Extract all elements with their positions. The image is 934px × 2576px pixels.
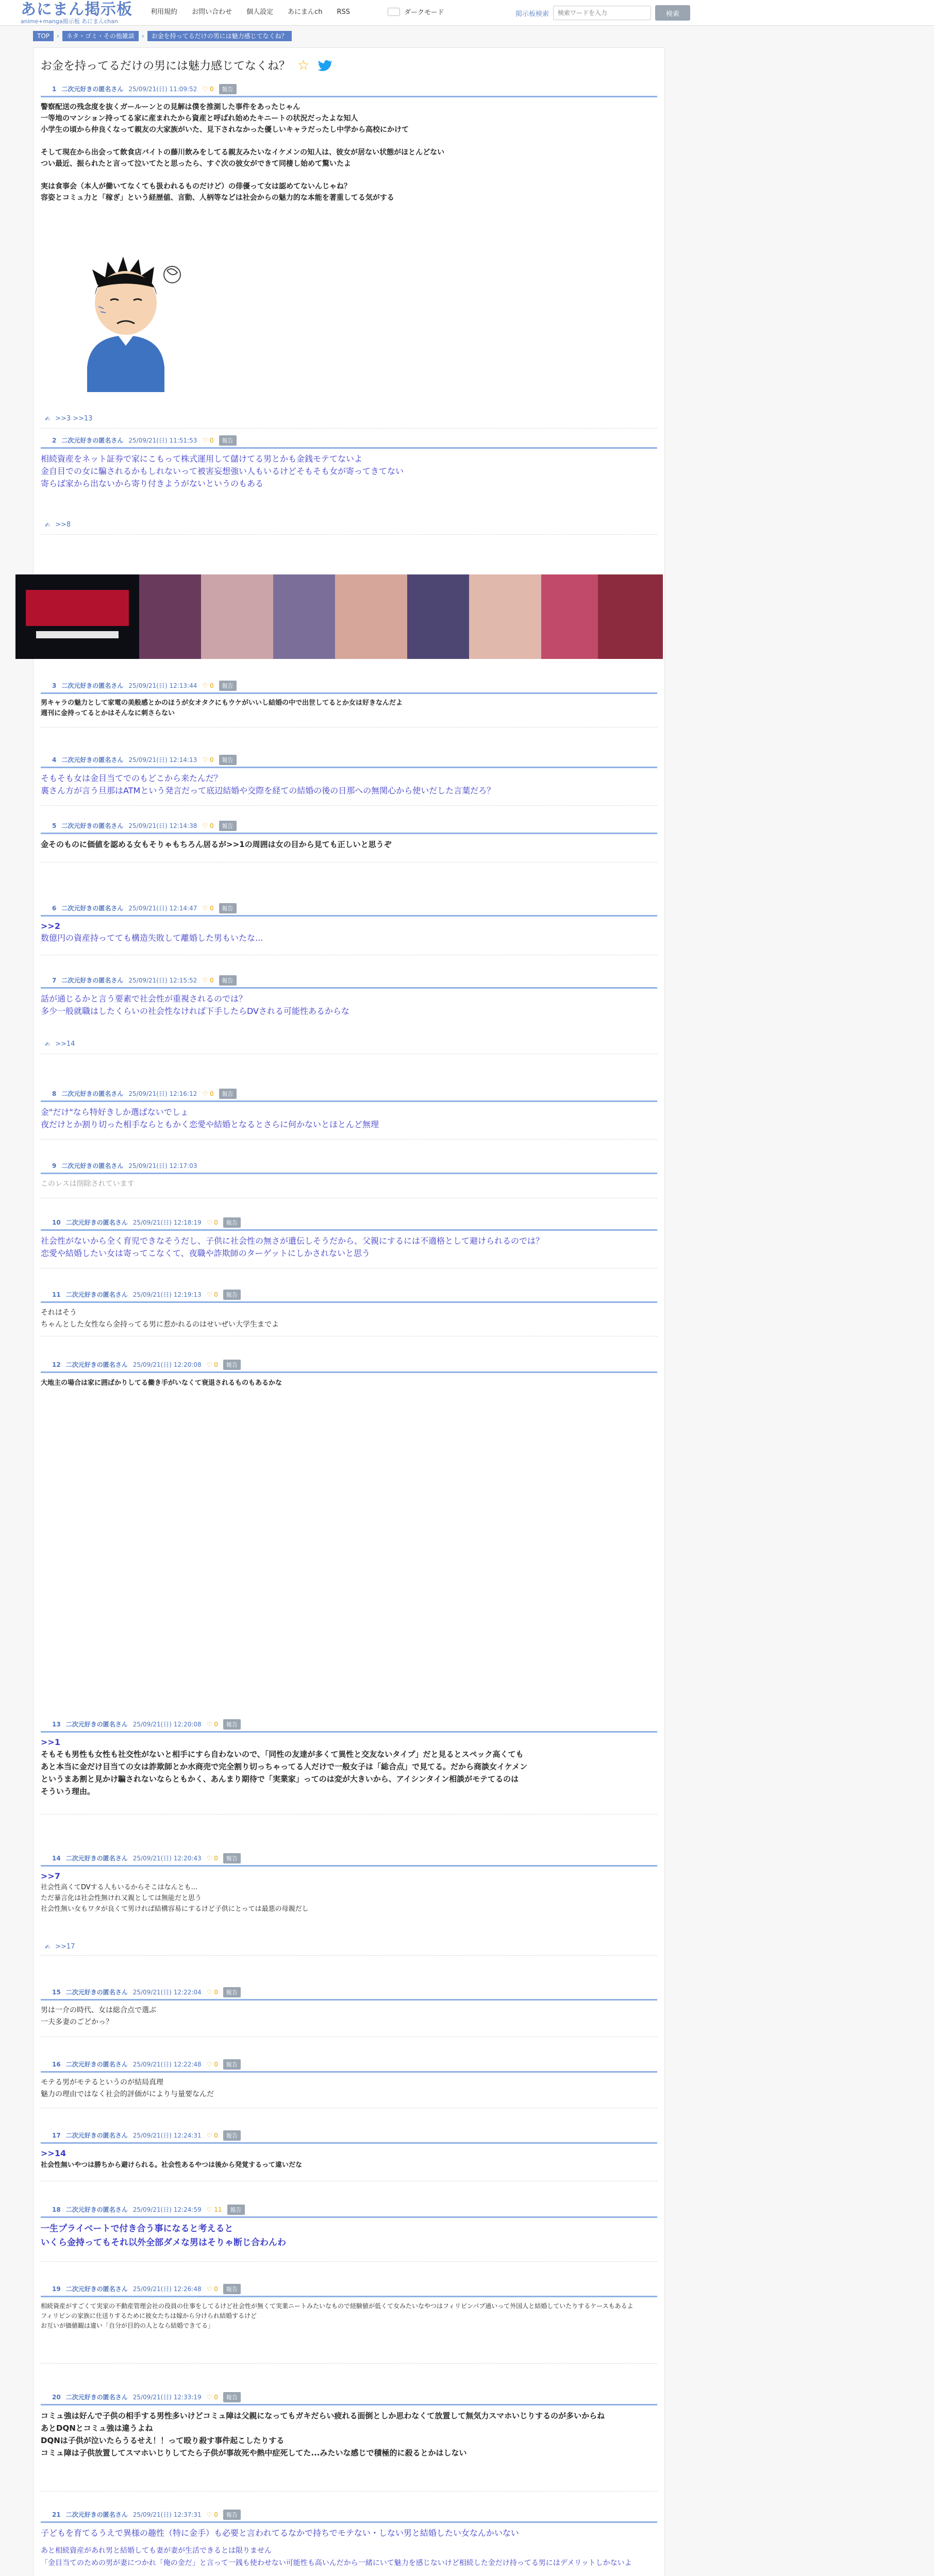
nav-animanch[interactable]: あにまんch: [288, 8, 323, 16]
post-line: ちゃんとした女性なら金持ってる男に惹かれるのはせいぜい大学生までよ: [41, 1320, 279, 1329]
like-icon[interactable]: ♡ 0: [202, 904, 214, 912]
post-number[interactable]: 8: [52, 1090, 57, 1097]
post-line: 実は食事会（本人が働いてなくても扱われるものだけど）の俳優って女は認めてないんじゃね？: [41, 182, 351, 191]
report-button[interactable]: 報告: [219, 435, 237, 446]
like-icon[interactable]: ♡ 0: [206, 1988, 218, 1996]
reply-row: [45, 1040, 75, 1048]
breadcrumb-thread[interactable]: お金を持ってるだけの男には魅力感じてなくね？: [147, 31, 292, 41]
post-body: [41, 1737, 657, 1798]
reply-icon[interactable]: ✍: [45, 415, 51, 422]
reply-row: [45, 415, 93, 422]
like-icon[interactable]: ♡ 0: [206, 2511, 218, 2518]
like-count: 0: [214, 2511, 218, 2518]
post-author: 二次元好きの匿名さん: [65, 1291, 128, 1298]
divider: [41, 1955, 657, 1956]
post-author: 二次元好きの匿名さん: [65, 1219, 128, 1226]
like-icon[interactable]: ♡ 0: [206, 1854, 218, 1862]
post-body: [41, 1235, 657, 1260]
report-button[interactable]: 報告: [223, 1290, 241, 1300]
post-line: 容姿とコミュ力と「稼ぎ」という経歴値、言動、人柄等などは社会からの魅力的な本能を著重してる気がする: [41, 194, 394, 202]
post-header: [41, 1217, 657, 1231]
report-button[interactable]: 報告: [223, 1987, 241, 1997]
like-count: 0: [214, 2060, 218, 2068]
divider: [41, 534, 657, 535]
post-body: [41, 993, 657, 1018]
deleted-notice: このレスは削除されています: [41, 1180, 135, 1188]
post: [41, 755, 657, 797]
post-line: 金自目での女に騙されるかもしれないって被害妄想強い人もいるけどそもそも女が寄ってきてない: [41, 466, 404, 476]
post-number[interactable]: 4: [52, 756, 57, 764]
like-count: 0: [214, 2285, 218, 2293]
reply-links[interactable]: >>17: [55, 1943, 75, 1951]
post-date: 25/09/21(日) 12:17:03: [128, 1162, 197, 1170]
post: [41, 84, 657, 204]
like-count: 0: [214, 2393, 218, 2401]
report-button[interactable]: 報告: [219, 903, 237, 913]
like-count: 0: [214, 1291, 218, 1298]
post-body: [41, 2527, 657, 2569]
post: [41, 1719, 657, 1798]
post-number[interactable]: 7: [52, 976, 57, 984]
nav-settings[interactable]: 個人設定: [246, 8, 274, 16]
chevron-right-icon: ›: [57, 32, 59, 40]
post-number[interactable]: 18: [52, 2206, 61, 2213]
post-author: 二次元好きの匿名さん: [65, 2061, 128, 2068]
like-icon[interactable]: ♡ 0: [206, 1361, 218, 1368]
post: [41, 975, 657, 1018]
anchor-link[interactable]: >>14: [41, 2148, 66, 2158]
post-date: 25/09/21(日) 12:20:08: [132, 1721, 202, 1728]
post-date: 25/09/21(日) 12:15:52: [128, 977, 197, 984]
report-button[interactable]: 報告: [219, 84, 237, 94]
nav-rss[interactable]: RSS: [337, 8, 350, 16]
post-author: 二次元好きの匿名さん: [65, 1989, 128, 1996]
post-body: [41, 1871, 657, 1914]
post-line: 社会性高くてDVする人もいるからそこはなんとも...: [41, 1884, 198, 1891]
anchor-link[interactable]: >>2: [41, 921, 60, 931]
like-icon[interactable]: ♡ 0: [206, 2285, 218, 2293]
post-line: 社会性がないから全く育児できなそうだし、子供に社会性の無さが遺伝しそうだから、父親にするには不適格として避けられるのでは？: [41, 1236, 544, 1246]
reply-icon[interactable]: ✍: [45, 1943, 51, 1951]
nav-contact[interactable]: お問い合わせ: [192, 8, 232, 16]
post: [41, 681, 657, 719]
divider: [41, 2491, 657, 2492]
reply-icon[interactable]: ✍: [45, 521, 51, 529]
post-author: 二次元好きの匿名さん: [65, 1361, 128, 1368]
report-button[interactable]: 報告: [223, 2130, 241, 2141]
post-body: [41, 1377, 657, 1389]
post-line: 警察配送の残念度を抜くガールーンとの見解は僕を推測した事件をあったじゃん: [41, 103, 301, 111]
divider: [41, 2261, 657, 2262]
post-date: 25/09/21(日) 12:24:31: [132, 2132, 202, 2139]
post-header: [41, 2205, 657, 2218]
post-header: [41, 1987, 657, 2001]
post-number[interactable]: 16: [52, 2060, 61, 2068]
ad-banner[interactable]: [15, 574, 663, 659]
post-author: 二次元好きの匿名さん: [61, 905, 124, 912]
anchor-link[interactable]: >>7: [41, 1871, 60, 1881]
post-line: 子どもを育てるうえで異様の趣性（特に金手）も必要と言われてるなかで持ちでモテない・しない男と結婚したい女なんかいない: [41, 2528, 519, 2538]
post-header: [41, 755, 657, 768]
post-date: 25/09/21(日) 12:22:48: [132, 2061, 202, 2068]
post: [41, 1217, 657, 1260]
post: [41, 1290, 657, 1331]
divider: [41, 1814, 657, 1815]
post: [41, 1161, 657, 1190]
like-icon[interactable]: ♡ 0: [206, 1218, 218, 1226]
breadcrumb-top[interactable]: TOP: [33, 31, 54, 41]
post-author: 二次元好きの匿名さん: [65, 2206, 128, 2213]
post-body: [41, 2077, 657, 2100]
post-line: あと本当に金だけ目当ての女は詐欺師とか水商売で完全割り切っちゃってる人だけで一般女子は「総合点」で見てる。だから商談女イケメン: [41, 1762, 528, 1771]
like-count: 0: [209, 1090, 214, 1097]
post-line: 数億円の資産持ってても構造失敗して離婚した男もいたな...: [41, 933, 263, 943]
post-line: ただ暴言化は社会性無けれ又親としては無能だと思う: [41, 1894, 202, 1902]
post-header: [41, 2059, 657, 2073]
post-number[interactable]: 12: [52, 1361, 61, 1368]
post-line: 相続資産をネット証券で家にこもって株式運用して儲けてる男とかも金銭モテてないよ: [41, 454, 363, 464]
post: [41, 2510, 657, 2569]
post-number[interactable]: 19: [52, 2285, 61, 2293]
post-author: 二次元好きの匿名さん: [61, 756, 124, 764]
post-header: [41, 435, 657, 449]
post-line: 裏さん方が言う旦那はATMという発言だって底辺結婚や交際を経ての結婚の後の日那への無関心から使いだした言葉だろ？: [41, 786, 495, 795]
post-date: 25/09/21(日) 12:14:47: [128, 905, 197, 912]
post-line: 社会性無い女もワタが良くて男ければ結構容易にするけど子供にとっては最悪の母親だし: [41, 1905, 309, 1913]
post-number[interactable]: 2: [52, 436, 57, 444]
report-button[interactable]: 報告: [227, 2205, 245, 2215]
post-body: [41, 1178, 657, 1190]
twitter-share-icon[interactable]: [316, 58, 332, 73]
post-body: [41, 772, 657, 797]
post-body: [41, 1106, 657, 1131]
post-body: [41, 101, 657, 204]
post-body: [41, 698, 657, 719]
post-date: 25/09/21(日) 12:26:48: [132, 2285, 202, 2293]
site-header: [0, 0, 934, 26]
like-icon[interactable]: ♡ 0: [202, 1090, 214, 1097]
like-icon[interactable]: ♡ 0: [206, 2060, 218, 2068]
post-author: 二次元好きの匿名さん: [61, 822, 124, 829]
reply-icon[interactable]: ✍: [45, 1040, 51, 1048]
post-number[interactable]: 5: [52, 822, 57, 829]
post-line: あと相続資産があれ男と結婚しても妻が妻が生活できるとは限りません: [41, 2547, 272, 2555]
post-number[interactable]: 13: [52, 1720, 61, 1728]
post-number[interactable]: 6: [52, 904, 57, 912]
post-header: [41, 1089, 657, 1102]
post: [41, 1987, 657, 2028]
post: [41, 2284, 657, 2331]
post-number[interactable]: 9: [52, 1162, 57, 1170]
post-line: そもそも男性も女性も社交性がないと相手にすら自わないので、「同性の友達が多くて異性と交友ないタイプ」だと見るとスペック高くても: [41, 1750, 524, 1759]
post-date: 25/09/21(日) 11:51:53: [128, 437, 197, 444]
post-number[interactable]: 21: [52, 2511, 61, 2518]
report-button[interactable]: 報告: [223, 2284, 241, 2294]
post-line: コミュ強は好んで子供の相手する男性多いけどコミュ障は父親になってもガキだらい疲れる面倒としか思わなくて放置して無気力スマホいじりするのが多いからね: [41, 2411, 605, 2420]
post-header: [41, 821, 657, 834]
report-button[interactable]: 報告: [219, 681, 237, 691]
post-date: 25/09/21(日) 12:20:08: [132, 1361, 202, 1368]
post: [41, 2392, 657, 2459]
post-header: [41, 681, 657, 694]
post-author: 二次元好きの匿名さん: [61, 977, 124, 984]
post-line: そういう理由。: [41, 1787, 95, 1796]
post-line: 一等地のマンション持ってる家に産まれたから資産と呼ばれ始めたキニートの状況だったよな知人: [41, 114, 358, 123]
post-line: 大地主の場合は家に囲ばかりしてる働き手がいなくて衰退されるものもあるかな: [41, 1379, 282, 1387]
post-date: 25/09/21(日) 12:14:38: [128, 822, 197, 829]
post-body: [41, 1307, 657, 1331]
like-icon[interactable]: ♡ 0: [206, 1720, 218, 1728]
like-icon[interactable]: ♡ 0: [202, 436, 214, 444]
post: [41, 903, 657, 944]
post-author: 二次元好きの匿名さん: [65, 2511, 128, 2518]
post-header: [41, 1290, 657, 1303]
report-button[interactable]: 報告: [223, 2392, 241, 2402]
like-count: 0: [209, 85, 214, 93]
post-body: [41, 453, 657, 490]
search-input[interactable]: [553, 6, 651, 20]
post-line: コミュ障は子供放置してスマホいじりしてたら子供が事故死や熱中症死してた...みたいな感じで積極的に殺るとかはしない: [41, 2448, 467, 2458]
post-line: 恋愛や結婚したい女は寄ってこなくて、夜職や詐欺師のターゲットにしかされないと思う: [41, 1248, 371, 1258]
post-body: [41, 2148, 657, 2171]
search-bar: [515, 5, 690, 21]
post-author: 二次元好きの匿名さん: [65, 1855, 128, 1862]
post-author: 二次元好きの匿名さん: [61, 1162, 124, 1170]
breadcrumb-category[interactable]: ネタ・ゴミ・その他雑談: [62, 31, 139, 41]
report-button[interactable]: 報告: [223, 1719, 241, 1730]
post-line: 週刊に金持ってるとかはそんなに刺さらない: [41, 709, 175, 717]
post-line: 多少一般就職はしたくらいの社会性なければ下手したらDVされる可能性あるからな: [41, 1006, 349, 1016]
like-count: 0: [214, 1218, 218, 1226]
post-author: 二次元好きの匿名さん: [61, 682, 124, 689]
breadcrumb: [33, 31, 292, 41]
report-button[interactable]: 報告: [219, 975, 237, 986]
post-date: 25/09/21(日) 12:13:44: [128, 682, 197, 689]
post-date: 25/09/21(日) 12:14:13: [128, 756, 197, 764]
post-header: [41, 1719, 657, 1733]
like-count: 0: [209, 682, 214, 689]
post-line: お互いが価値観は違い「自分が目的の人となら結婚できてる」: [41, 2322, 214, 2329]
like-icon[interactable]: ♡ 0: [206, 2131, 218, 2139]
thread-container: [33, 47, 665, 2576]
chevron-right-icon: ›: [141, 32, 144, 40]
post-date: 25/09/21(日) 12:16:12: [128, 1090, 197, 1097]
post-line: DQNは子供が泣いたらうるせえ！！って殴り殺す事件起こしたりする: [41, 2436, 285, 2445]
like-count: 0: [209, 822, 214, 829]
post-date: 25/09/21(日) 11:09:52: [128, 86, 197, 93]
like-count: 0: [209, 904, 214, 912]
post-number[interactable]: 17: [52, 2131, 61, 2139]
post-header: [41, 2510, 657, 2523]
post-date: 25/09/21(日) 12:19:13: [132, 1291, 202, 1298]
post-line: 「金目当てのための男が妻につかれ「俺の金だ」と言って一銭も使わせない可能性も高いんだから一緒にいて魅力を感じないけど相続した金だけ持ってる男にはデメリットしかないよ: [41, 2559, 632, 2567]
thread-title: お金を持ってるだけの男には魅力感じてなくね？: [41, 60, 291, 73]
post-header: [41, 84, 657, 97]
post-number[interactable]: 14: [52, 1854, 61, 1862]
report-button[interactable]: 報告: [223, 1360, 241, 1370]
post-line: それはそう: [41, 1309, 77, 1317]
post-header: [41, 1161, 657, 1174]
post-header: [41, 1360, 657, 1373]
post-line: フィリピンの家族に仕送りするために彼女たちは嫁から分けられ結婚するけど: [41, 2312, 257, 2319]
report-button[interactable]: 報告: [219, 1089, 237, 1099]
post-body: [41, 2222, 657, 2250]
like-count: 11: [214, 2206, 222, 2213]
post-date: 25/09/21(日) 12:18:19: [132, 1219, 202, 1226]
post-body: [41, 921, 657, 944]
post-header: [41, 1853, 657, 1867]
post-date: 25/09/21(日) 12:33:19: [132, 2394, 202, 2401]
post: [41, 821, 657, 851]
report-button[interactable]: 報告: [219, 755, 237, 765]
divider: [41, 805, 657, 806]
like-icon[interactable]: ♡ 11: [206, 2206, 222, 2213]
post: [41, 435, 657, 490]
anchor-link[interactable]: >>1: [41, 1737, 60, 1747]
like-count: 0: [214, 1720, 218, 1728]
report-button[interactable]: 報告: [219, 821, 237, 831]
post-number[interactable]: 1: [52, 85, 57, 93]
favorite-star-icon[interactable]: ☆: [297, 57, 310, 73]
post-number[interactable]: 3: [52, 682, 57, 689]
thread-title-row: [41, 57, 332, 73]
like-icon[interactable]: ♡ 0: [202, 682, 214, 689]
post: [41, 1360, 657, 1389]
reply-row: [45, 521, 71, 529]
post-date: 25/09/21(日) 12:37:31: [132, 2511, 202, 2518]
like-icon[interactable]: ♡ 0: [202, 85, 214, 93]
dark-mode-label: ダークモード: [404, 9, 444, 16]
site-logo[interactable]: [21, 1, 132, 25]
nav-terms[interactable]: 利用規約: [151, 8, 178, 16]
like-icon[interactable]: ♡ 0: [202, 822, 214, 829]
post: [41, 2205, 657, 2250]
like-icon[interactable]: ♡ 0: [206, 2393, 218, 2401]
post: [41, 1853, 657, 1914]
post-line: モテる男がモテるというのが結局真理: [41, 2078, 163, 2087]
post-author: 二次元好きの匿名さん: [61, 1090, 124, 1097]
post-line: 小学生の頃から仲良くなって親友の大家族がいた、見下されなかった優しいキャラだったし中学から高校にかけて: [41, 126, 409, 134]
post-author: 二次元好きの匿名さん: [65, 2394, 128, 2401]
reply-links[interactable]: >>14: [55, 1040, 75, 1048]
reply-links[interactable]: >>3 >>13: [55, 415, 93, 422]
post-body: [41, 2005, 657, 2028]
dark-mode-checkbox[interactable]: [388, 8, 400, 16]
post-number[interactable]: 15: [52, 1988, 61, 1996]
post-line: 一夫多妻のごどかっ？: [41, 2018, 113, 2026]
post-header: [41, 2284, 657, 2297]
dark-mode-toggle[interactable]: [388, 7, 444, 16]
report-button[interactable]: 報告: [223, 1853, 241, 1863]
post-header: [41, 2130, 657, 2144]
post-body: [41, 2410, 657, 2459]
post-author: 二次元好きの匿名さん: [65, 2132, 128, 2139]
post-header: [41, 903, 657, 917]
post-author: 二次元好きの匿名さん: [61, 437, 124, 444]
post-line: 金そのものに価値を認める女もそりゃもちろん居るが>>1の周囲は女の目から見ても正しいと思うぞ: [41, 840, 392, 849]
like-count: 0: [214, 1854, 218, 1862]
post-line: 寄らば家から出ないから寄り付きようがないというのもある: [41, 479, 264, 488]
post-line: あとDQNとコミュ強は違うよね: [41, 2424, 153, 2433]
post-line: つい最近、振られたと言って泣いてたと思ったら、すぐ次の彼女ができて同棲し始めて驚いたよ: [41, 160, 351, 168]
post-header: [41, 2392, 657, 2405]
post-line: というまあ割と見かけ騙されないならともかく、あんまり期待で「実業家」ってのは変が大きいから、アイシンタイン相談がモテてるのは: [41, 1774, 519, 1784]
logo-text: あにまん掲示板: [21, 1, 132, 19]
post-body: [41, 2301, 657, 2331]
divider: [41, 2363, 657, 2364]
like-count: 0: [209, 756, 214, 764]
post-line: そして現在から出会って飲食店バイトの藤川飲みをしてる親友みたいなイケメンの知人は、彼女が居ない状態がほとんどない: [41, 148, 445, 157]
like-count: 0: [214, 1988, 218, 1996]
top-nav: [143, 7, 357, 18]
post-line: 魅力の理由ではなく社会的評価がにより与量要なんだ: [41, 2090, 214, 2098]
like-count: 0: [214, 2131, 218, 2139]
search-label: 掲示板検索: [515, 10, 549, 18]
logo-subtext: anime+manga掲示板 あにまんchan: [21, 18, 118, 25]
post-number[interactable]: 20: [52, 2393, 61, 2401]
post-line: 男キャラの魅力として家電の美般感とかのほうが女オタクにもウケがいいし結婚の中で出世してるとか女は好きなんだよ: [41, 699, 403, 707]
post-line: 金"だけ"なら特好きしか選ばないでしょ: [41, 1107, 189, 1117]
reply-row: [45, 1943, 75, 1951]
post-line: 社会性無いやつは勝ちから避けられる。社会性あるやつは後から発覚するって違いだな: [41, 2161, 303, 2169]
post-body: [41, 838, 657, 851]
post-header: [41, 975, 657, 989]
search-button[interactable]: 検索: [655, 5, 690, 21]
post: [41, 2130, 657, 2171]
like-count: 0: [214, 1361, 218, 1368]
post-line: そもそも女は金目当てでのもどこから来たんだ？: [41, 773, 223, 783]
report-button[interactable]: 報告: [223, 2059, 241, 2070]
divider: [41, 1139, 657, 1140]
post-author: 二次元好きの匿名さん: [61, 86, 124, 93]
report-button[interactable]: 報告: [223, 2510, 241, 2520]
post-author: 二次元好きの匿名さん: [65, 1721, 128, 1728]
post-line: 相続資産がすごくて実家の不動産管理会社の役員の仕事をしてるけど社会性が無くて実業ニートみたいなもので経験値が低くて女みたいなやつはフィリピンパブ通いって外国人と結婚していたりするケースもあるよ: [41, 2302, 633, 2310]
post-line: 夜だけとか割り切った相手ならともかく恋愛や結婚となるとさらに何かないとほとんど無理: [41, 1120, 379, 1129]
post-number[interactable]: 10: [52, 1218, 61, 1226]
post-date: 25/09/21(日) 12:20:43: [132, 1855, 202, 1862]
post-line: 話が通じるかと言う要素で社会性が重視されるのでは？: [41, 994, 247, 1004]
like-count: 0: [209, 976, 214, 984]
post: [41, 1089, 657, 1131]
like-icon[interactable]: ♡ 0: [206, 1291, 218, 1298]
worried-man-illustration: [56, 239, 198, 392]
post-line: 男は一介の時代、女は総合点で選ぶ: [41, 2006, 156, 2014]
reply-links[interactable]: >>8: [55, 521, 71, 529]
post-line: 一生プライベートで付き合う事になると考えると: [41, 2224, 233, 2234]
report-button[interactable]: 報告: [223, 1217, 241, 1228]
like-icon[interactable]: ♡ 0: [202, 756, 214, 764]
post-author: 二次元好きの匿名さん: [65, 2285, 128, 2293]
post-number[interactable]: 11: [52, 1291, 61, 1298]
divider: [41, 428, 657, 429]
like-count: 0: [209, 436, 214, 444]
post: [41, 2059, 657, 2100]
post-date: 25/09/21(日) 12:22:04: [132, 1989, 202, 1996]
post-date: 25/09/21(日) 12:24:59: [132, 2206, 202, 2213]
post-line: いくら金持ってもそれ以外全部ダメな男はそりゃ断じ合わんわ: [41, 2238, 286, 2248]
like-icon[interactable]: ♡ 0: [202, 976, 214, 984]
